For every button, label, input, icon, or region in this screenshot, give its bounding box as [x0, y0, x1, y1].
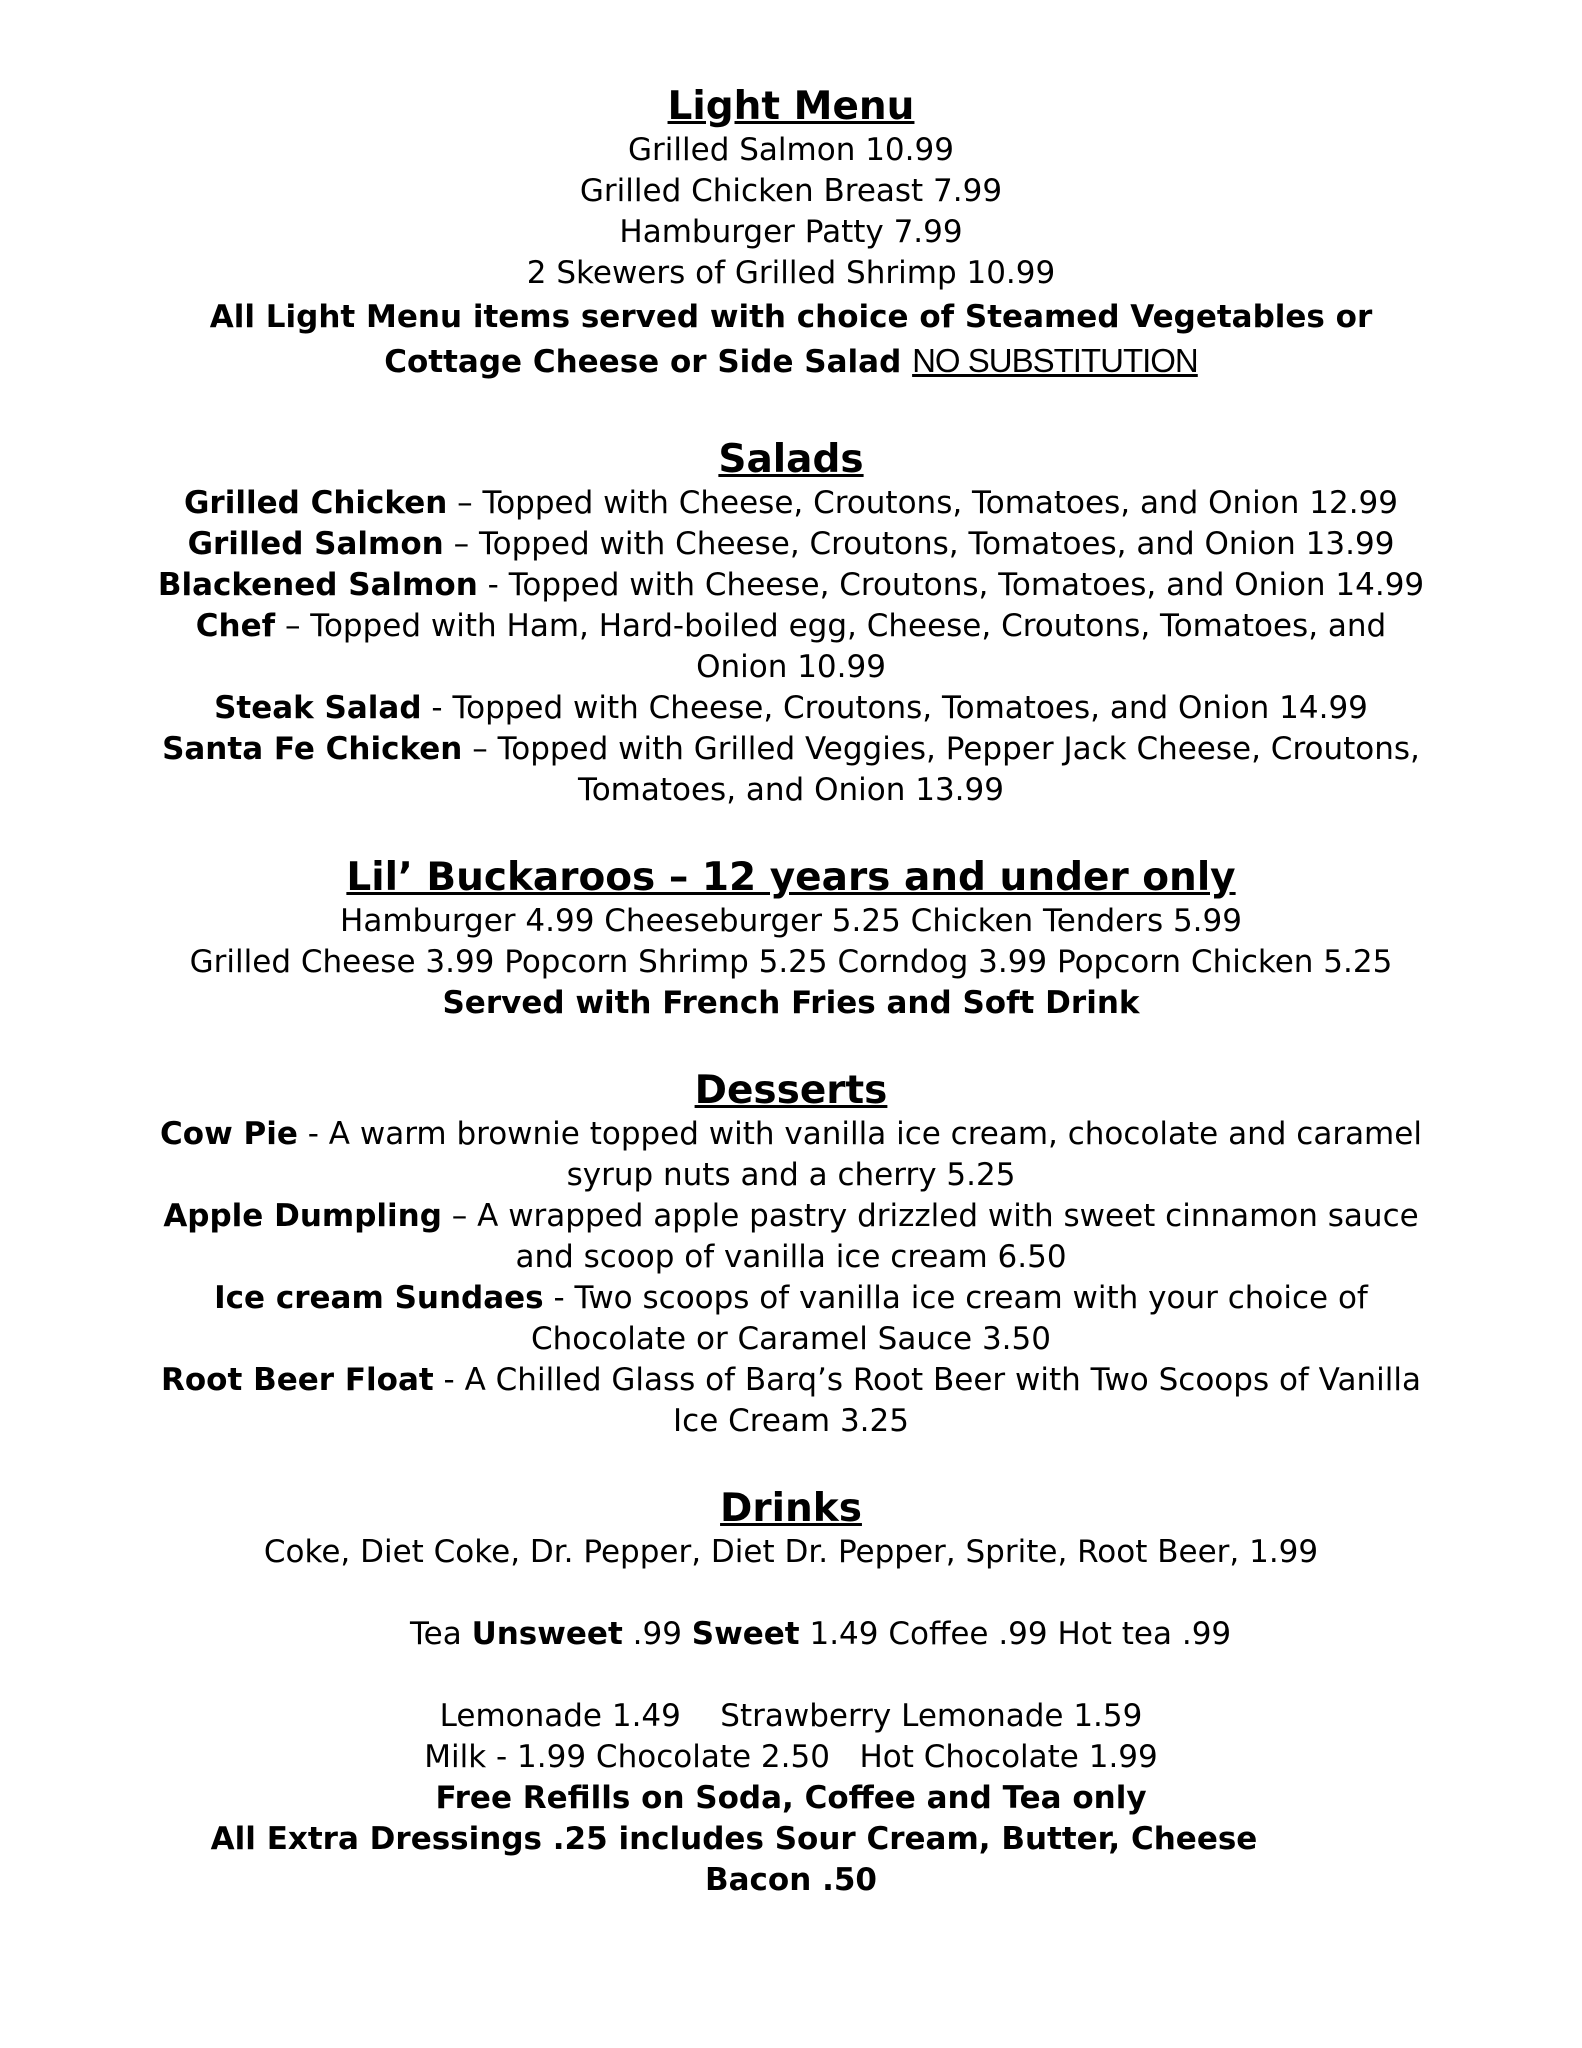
desserts-heading: Desserts [694, 1068, 888, 1113]
dessert-desc: - A Chilled Glass of Barq’s Root Beer with Two Scoops of Vanilla [433, 1362, 1421, 1398]
light-menu-note-cont [0, 338, 1582, 385]
salad-desc: – Topped with Ham, Hard-boiled egg, Cheese, Croutons, Tomatoes, and [275, 608, 1387, 644]
bacon-note: Bacon .50 [705, 1862, 877, 1898]
salad-name: Grilled Chicken [183, 485, 448, 521]
drinks-lemonade: Lemonade 1.49 Strawberry Lemonade 1.59 [439, 1698, 1143, 1734]
dessert-desc: - A warm brownie topped with vanilla ice cream, chocolate and caramel [297, 1116, 1422, 1152]
drinks-heading: Drinks [720, 1486, 862, 1531]
salad-name: Chef [195, 608, 276, 644]
dessert-name: Cow Pie [160, 1116, 298, 1152]
drinks-section [0, 1486, 1582, 1901]
salad-item [0, 565, 1582, 606]
light-menu-note: All Light Menu items served with choice of Steamed Vegetables or [209, 299, 1373, 335]
kids-section [0, 855, 1582, 1024]
menu-page [0, 84, 1582, 1901]
sweet-label: Sweet [691, 1616, 800, 1652]
salad-item [0, 606, 1582, 647]
dessert-desc-cont: Chocolate or Caramel Sauce 3.50 [531, 1321, 1051, 1357]
salad-name: Blackened Salmon [157, 567, 478, 603]
drinks-refills-note: Free Refills on Soda, Coffee and Tea only [435, 1780, 1147, 1816]
dessert-item [0, 1278, 1582, 1319]
light-menu-note-text: Cottage Cheese or Side Salad [384, 344, 902, 380]
drinks-milk: Milk - 1.99 Chocolate 2.50 Hot Chocolate 1.99 [424, 1739, 1158, 1775]
salad-desc: – Topped with Cheese, Croutons, Tomatoes, and Onion 12.99 [447, 485, 1398, 521]
light-menu-item: Grilled Chicken Breast 7.99 [579, 173, 1003, 209]
sweet-rest: 1.49 Coffee .99 Hot tea .99 [799, 1616, 1232, 1652]
desserts-section [0, 1068, 1582, 1442]
salad-desc: – Topped with Grilled Veggies, Pepper Jack Cheese, Croutons, [462, 731, 1420, 767]
kids-items-line: Grilled Cheese 3.99 Popcorn Shrimp 5.25 Corndog 3.99 Popcorn Chicken 5.25 [189, 944, 1393, 980]
dessert-desc-cont: Ice Cream 3.25 [673, 1403, 909, 1439]
salad-item [0, 688, 1582, 729]
light-menu-item: Grilled Salmon 10.99 [628, 132, 954, 168]
kids-heading: Lil’ Buckaroos – 12 years and under only [346, 855, 1236, 900]
light-menu-section [0, 84, 1582, 385]
extra-dressings-note: All Extra Dressings .25 includes Sour Cream, Butter, Cheese [210, 1821, 1258, 1857]
drinks-tea-line [0, 1573, 1582, 1696]
dessert-item [0, 1360, 1582, 1401]
salad-name: Grilled Salmon [187, 526, 444, 562]
salads-section [0, 437, 1582, 811]
light-menu-item: Hamburger Patty 7.99 [619, 214, 963, 250]
dessert-desc: – A wrapped apple pastry drizzled with sweet cinnamon sauce [441, 1198, 1419, 1234]
salad-item [0, 483, 1582, 524]
no-substitution-note: NO SUBSTITUTION [912, 342, 1198, 379]
light-menu-item: 2 Skewers of Grilled Shrimp 10.99 [526, 255, 1056, 291]
salads-heading: Salads [718, 437, 864, 482]
dessert-item [0, 1196, 1582, 1237]
tea-label: Tea [409, 1616, 472, 1652]
dessert-name: Root Beer Float [161, 1362, 434, 1398]
drinks-sodas: Coke, Diet Coke, Dr. Pepper, Diet Dr. Pepper, Sprite, Root Beer, 1.99 [263, 1534, 1319, 1570]
salad-desc-cont: Tomatoes, and Onion 13.99 [578, 772, 1004, 808]
dessert-desc-cont: and scoop of vanilla ice cream 6.50 [515, 1239, 1067, 1275]
kids-note: Served with French Fries and Soft Drink [442, 985, 1140, 1021]
dessert-name: Apple Dumpling [163, 1198, 442, 1234]
unsweet-price: .99 [622, 1616, 692, 1652]
salad-name: Steak Salad [214, 690, 422, 726]
salad-desc-cont: Onion 10.99 [696, 649, 886, 685]
salad-item [0, 729, 1582, 770]
dessert-desc-cont: syrup nuts and a cherry 5.25 [566, 1157, 1016, 1193]
dessert-item [0, 1114, 1582, 1155]
salad-desc: - Topped with Cheese, Croutons, Tomatoes, and Onion 14.99 [421, 690, 1368, 726]
salad-item [0, 524, 1582, 565]
salad-name: Santa Fe Chicken [162, 731, 463, 767]
unsweet-label: Unsweet [471, 1616, 623, 1652]
kids-items-line: Hamburger 4.99 Cheeseburger 5.25 Chicken Tenders 5.99 [340, 903, 1242, 939]
salad-desc: - Topped with Cheese, Croutons, Tomatoes, and Onion 14.99 [477, 567, 1425, 603]
dessert-desc: - Two scoops of vanilla ice cream with your choice of [543, 1280, 1368, 1316]
salad-desc: – Topped with Cheese, Croutons, Tomatoes, and Onion 13.99 [443, 526, 1395, 562]
dessert-name: Ice cream Sundaes [214, 1280, 544, 1316]
light-menu-heading: Light Menu [667, 84, 915, 129]
